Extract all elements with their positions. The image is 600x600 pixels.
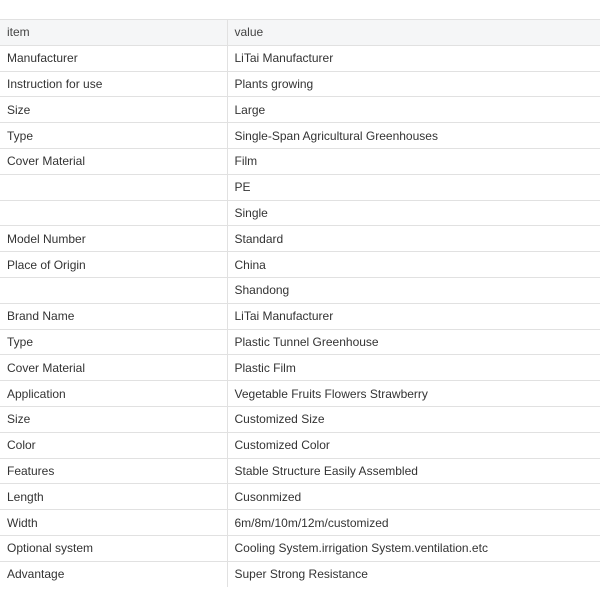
row-item: Width: [0, 510, 227, 536]
row-item: Brand Name: [0, 303, 227, 329]
row-value: Single-Span Agricultural Greenhouses: [227, 123, 600, 149]
table-row: [0, 458, 600, 484]
row-value: Customized Size: [227, 406, 600, 432]
table-row: [0, 355, 600, 381]
row-value: Single: [227, 200, 600, 226]
row-item: [0, 200, 227, 226]
row-value: LiTai Manufacturer: [227, 45, 600, 71]
row-item: Manufacturer: [0, 45, 227, 71]
table-row: [0, 277, 600, 303]
table-row: [0, 200, 600, 226]
row-item: Place of Origin: [0, 252, 227, 278]
row-item: Instruction for use: [0, 71, 227, 97]
row-item: [0, 174, 227, 200]
spec-table: [0, 19, 600, 587]
row-value: Plastic Film: [227, 355, 600, 381]
table-row: [0, 510, 600, 536]
table-row: [0, 432, 600, 458]
row-value: Stable Structure Easily Assembled: [227, 458, 600, 484]
header-row: [0, 20, 600, 46]
row-value: Standard: [227, 226, 600, 252]
table-row: [0, 303, 600, 329]
row-value: PE: [227, 174, 600, 200]
row-value: Plants growing: [227, 71, 600, 97]
table-body: [0, 45, 600, 586]
table-row: [0, 252, 600, 278]
row-value: Vegetable Fruits Flowers Strawberry: [227, 381, 600, 407]
row-value: Plastic Tunnel Greenhouse: [227, 329, 600, 355]
row-item: Optional system: [0, 535, 227, 561]
table-row: [0, 148, 600, 174]
table-row: [0, 97, 600, 123]
column-header-value: value: [227, 20, 600, 46]
row-value: Large: [227, 97, 600, 123]
row-item: Cover Material: [0, 355, 227, 381]
table-row: [0, 226, 600, 252]
table-row: [0, 123, 600, 149]
table-row: [0, 484, 600, 510]
table-row: [0, 174, 600, 200]
row-item: Model Number: [0, 226, 227, 252]
row-item: Application: [0, 381, 227, 407]
table-header: [0, 20, 600, 46]
row-item: Type: [0, 329, 227, 355]
table-row: [0, 561, 600, 586]
table-row: [0, 71, 600, 97]
row-value: LiTai Manufacturer: [227, 303, 600, 329]
row-value: Super Strong Resistance: [227, 561, 600, 586]
row-item: [0, 277, 227, 303]
row-item: Length: [0, 484, 227, 510]
row-item: Type: [0, 123, 227, 149]
row-value: Film: [227, 148, 600, 174]
row-value: Shandong: [227, 277, 600, 303]
table-row: [0, 45, 600, 71]
table-row: [0, 381, 600, 407]
row-value: China: [227, 252, 600, 278]
row-item: Size: [0, 406, 227, 432]
column-header-item: item: [0, 20, 227, 46]
table-row: [0, 535, 600, 561]
table-row: [0, 329, 600, 355]
table-row: [0, 406, 600, 432]
row-value: Cusonmized: [227, 484, 600, 510]
row-value: 6m/8m/10m/12m/customized: [227, 510, 600, 536]
row-value: Cooling System.irrigation System.ventilation.etc: [227, 535, 600, 561]
row-item: Features: [0, 458, 227, 484]
row-item: Size: [0, 97, 227, 123]
row-item: Cover Material: [0, 148, 227, 174]
row-value: Customized Color: [227, 432, 600, 458]
row-item: Color: [0, 432, 227, 458]
row-item: Advantage: [0, 561, 227, 586]
